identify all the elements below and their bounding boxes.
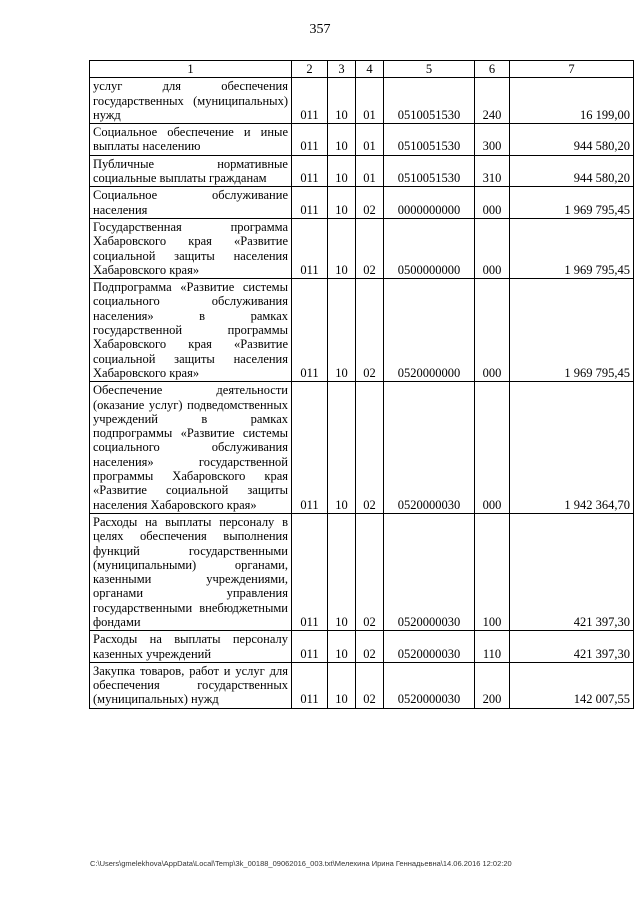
- row-section-code: 10: [328, 279, 356, 382]
- row-target-code: 0510051530: [384, 155, 475, 187]
- row-expense-type: 110: [475, 631, 510, 663]
- row-amount: 421 397,30: [510, 631, 634, 663]
- row-name: Публичные нормативные социальные выплаты гражданам: [90, 155, 292, 187]
- row-amount: 1 969 795,45: [510, 218, 634, 278]
- table-row: [90, 279, 634, 382]
- row-name: Социальное обслуживание населения: [90, 187, 292, 219]
- row-amount: 944 580,20: [510, 155, 634, 187]
- header-col-3: 3: [328, 61, 356, 78]
- row-subsection-code: 02: [356, 631, 384, 663]
- row-ministry-code: 011: [292, 631, 328, 663]
- row-amount: 421 397,30: [510, 513, 634, 630]
- row-expense-type: 000: [475, 279, 510, 382]
- row-subsection-code: 01: [356, 124, 384, 156]
- row-ministry-code: 011: [292, 513, 328, 630]
- row-target-code: 0520000030: [384, 513, 475, 630]
- row-name: Подпрограмма «Развитие системы социального обслуживания населения» в рамках государственной программы Хабаровского края «Развитие социальной защиты населения Хабаровского края»: [90, 279, 292, 382]
- table-row: [90, 662, 634, 708]
- row-expense-type: 100: [475, 513, 510, 630]
- row-name: Расходы на выплаты персоналу казенных учреждений: [90, 631, 292, 663]
- row-target-code: 0520000030: [384, 662, 475, 708]
- row-name: Расходы на выплаты персоналу в целях обеспечения выполнения функций государственными (муниципальными) органами, казенными учреждениями, органами управления государственными внебюджетными фондами: [90, 513, 292, 630]
- row-target-code: 0510051530: [384, 124, 475, 156]
- table-header-row: [90, 61, 634, 78]
- row-expense-type: 200: [475, 662, 510, 708]
- row-name: Обеспечение деятельности (оказание услуг) подведомственных учреждений в рамках подпрограммы «Развитие системы социального обслуживания населения» государственной программы Хабаровского края «Развитие социальной защиты населения Хабаровского края»: [90, 382, 292, 514]
- row-subsection-code: 02: [356, 218, 384, 278]
- row-section-code: 10: [328, 513, 356, 630]
- row-expense-type: 000: [475, 218, 510, 278]
- row-expense-type: 000: [475, 382, 510, 514]
- header-col-1: 1: [90, 61, 292, 78]
- header-col-4: 4: [356, 61, 384, 78]
- row-section-code: 10: [328, 631, 356, 663]
- row-expense-type: 300: [475, 124, 510, 156]
- row-amount: 16 199,00: [510, 78, 634, 124]
- row-subsection-code: 02: [356, 279, 384, 382]
- table-row: [90, 155, 634, 187]
- row-section-code: 10: [328, 187, 356, 219]
- table-row: [90, 218, 634, 278]
- row-section-code: 10: [328, 155, 356, 187]
- table-row: [90, 631, 634, 663]
- page-number: 357: [309, 22, 331, 37]
- row-ministry-code: 011: [292, 279, 328, 382]
- row-subsection-code: 01: [356, 78, 384, 124]
- row-target-code: 0000000000: [384, 187, 475, 219]
- row-subsection-code: 01: [356, 155, 384, 187]
- row-name: Государственная программа Хабаровского края «Развитие социальной защиты населения Хабаровского края»: [90, 218, 292, 278]
- row-ministry-code: 011: [292, 187, 328, 219]
- row-ministry-code: 011: [292, 662, 328, 708]
- table-row: [90, 513, 634, 630]
- header-col-5: 5: [384, 61, 475, 78]
- row-target-code: 0500000000: [384, 218, 475, 278]
- table-row: [90, 382, 634, 514]
- row-target-code: 0510051530: [384, 78, 475, 124]
- header-col-6: 6: [475, 61, 510, 78]
- row-name: услуг для обеспечения государственных (муниципальных) нужд: [90, 78, 292, 124]
- table-row: [90, 124, 634, 156]
- row-expense-type: 240: [475, 78, 510, 124]
- row-target-code: 0520000030: [384, 382, 475, 514]
- header-col-7: 7: [510, 61, 634, 78]
- row-amount: 944 580,20: [510, 124, 634, 156]
- row-subsection-code: 02: [356, 187, 384, 219]
- row-section-code: 10: [328, 382, 356, 514]
- file-path-footer: C:\Users\gmelekhova\AppData\Local\Temp\3k_00188_09062016_003.txt\Мелехина Ирина Геннадьевна\14.06.2016 12:02:20: [90, 859, 512, 868]
- row-section-code: 10: [328, 662, 356, 708]
- table-row: [90, 187, 634, 219]
- row-section-code: 10: [328, 78, 356, 124]
- row-section-code: 10: [328, 218, 356, 278]
- row-ministry-code: 011: [292, 124, 328, 156]
- table-row: [90, 78, 634, 124]
- row-name: Социальное обеспечение и иные выплаты населению: [90, 124, 292, 156]
- row-ministry-code: 011: [292, 155, 328, 187]
- row-subsection-code: 02: [356, 662, 384, 708]
- row-ministry-code: 011: [292, 78, 328, 124]
- row-amount: 1 969 795,45: [510, 279, 634, 382]
- row-ministry-code: 011: [292, 218, 328, 278]
- row-expense-type: 310: [475, 155, 510, 187]
- row-amount: 142 007,55: [510, 662, 634, 708]
- row-target-code: 0520000030: [384, 631, 475, 663]
- row-amount: 1 969 795,45: [510, 187, 634, 219]
- budget-table: [89, 60, 634, 709]
- row-name: Закупка товаров, работ и услуг для обеспечения государственных (муниципальных) нужд: [90, 662, 292, 708]
- row-subsection-code: 02: [356, 382, 384, 514]
- row-section-code: 10: [328, 124, 356, 156]
- row-expense-type: 000: [475, 187, 510, 219]
- row-subsection-code: 02: [356, 513, 384, 630]
- row-amount: 1 942 364,70: [510, 382, 634, 514]
- header-col-2: 2: [292, 61, 328, 78]
- row-ministry-code: 011: [292, 382, 328, 514]
- row-target-code: 0520000000: [384, 279, 475, 382]
